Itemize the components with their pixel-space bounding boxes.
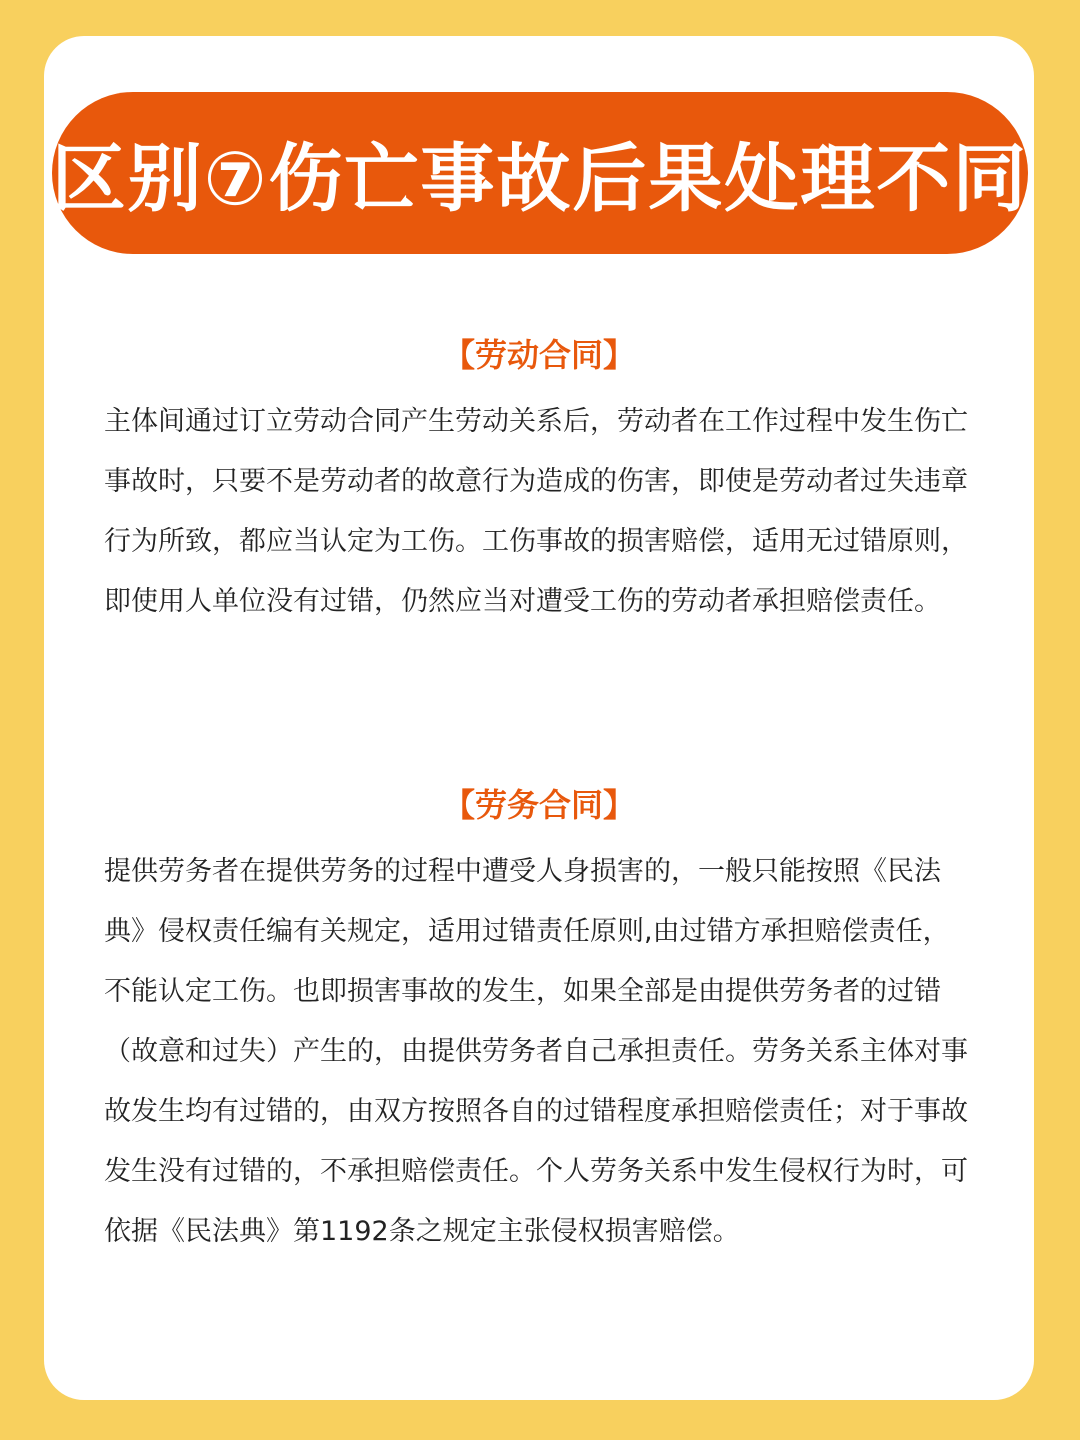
service-contract-heading: 【劳务合同】 xyxy=(442,786,635,824)
labor-contract-body: 主体间通过订立劳动合同产生劳动关系后，劳动者在工作过程中发生伤亡事故时，只要不是劳动者的故意行为造成的伤害，即使是劳动者过失违章行为所致，都应当认定为工伤。工伤事故的损害赔偿，适用无过错原则，即使用人单位没有过错，仍然应当对遭受工伤的劳动者承担赔偿责任。 xyxy=(104,406,968,617)
service-contract-body: 提供劳务者在提供劳务的过程中遭受人身损害的，一般只能按照《民法典》侵权责任编有关规定，适用过错责任原则,由过错方承担赔偿责任，不能认定工伤。也即损害事故的发生，如果全部是由提供劳务者的过错（故意和过失）产生的，由提供劳务者自己承担责任。劳务关系主体对事故发生均有过错的，由双方按照各自的过错程度承担赔偿责任；对于事故发生没有过错的，不承担赔偿责任。个人劳务关系中发生侵权行为时，可依据《民法典》第1192条之规定主张侵权损害赔偿。 xyxy=(104,856,968,1247)
labor-contract-heading: 【劳动合同】 xyxy=(442,336,635,374)
page-title: 区别⑦伤亡事故后果处理不同 xyxy=(51,136,1029,222)
title-banner xyxy=(52,92,1028,254)
